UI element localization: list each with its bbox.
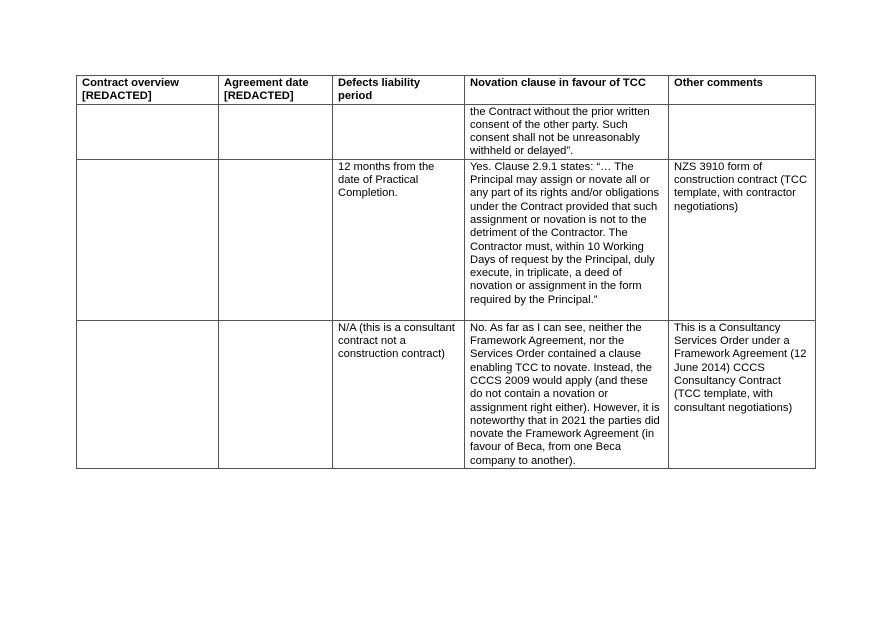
cell-text: NZS 3910 form of construction contract (TCC template, with contractor negotiations): [674, 160, 808, 213]
table-row: [77, 159, 816, 320]
header-novation-clause: [465, 76, 669, 105]
header-other-comments: [669, 76, 816, 105]
cell-agreement-date: [219, 159, 333, 320]
header-defects-liability-line1: Defects liability: [338, 77, 421, 89]
cell-contract-overview: [77, 159, 219, 320]
header-agreement-date-line2: [REDACTED]: [224, 90, 294, 103]
cell-text: N/A (this is a consultant contract not a construction contract): [338, 321, 455, 361]
cell-text: No. As far as I can see, neither the Framework Agreement, nor the Services Order contained a clause enabling TCC to novate. Instead, the CCCS 2009 would apply (and these do not contain a novation or assignment right either). However, it is noteworthy that in 2021 the parties did novate the Framework Agreement (in favour of Beca, from one Beca company to another).: [470, 321, 660, 467]
header-contract-overview-line1: Contract overview: [82, 77, 179, 89]
cell-defects-liability: [333, 104, 465, 159]
header-row: [77, 76, 816, 105]
table-row: [77, 104, 816, 159]
header-contract-overview: [77, 76, 219, 105]
cell-novation-clause: [465, 104, 669, 159]
cell-other-comments: [669, 104, 816, 159]
cell-novation-clause: [465, 159, 669, 320]
cell-defects-liability: [333, 159, 465, 320]
cell-agreement-date: [219, 104, 333, 159]
cell-text: the Contract without the prior written consent of the other party. Such consent shall not be unreasonably withheld or delayed”.: [470, 105, 650, 158]
header-defects-liability: [333, 76, 465, 105]
contracts-table: [76, 75, 816, 469]
cell-contract-overview: [77, 320, 219, 468]
cell-contract-overview: [77, 104, 219, 159]
cell-text: This is a Consultancy Services Order under a Framework Agreement (12 June 2014) CCCS Consultancy Contract (TCC template, with consultant negotiations): [674, 321, 807, 414]
header-other-comments-label: Other comments: [674, 77, 763, 89]
cell-novation-clause: [465, 320, 669, 468]
header-agreement-date: [219, 76, 333, 105]
header-defects-liability-line2: period: [338, 90, 373, 103]
cell-text: 12 months from the date of Practical Completion.: [338, 160, 435, 200]
table-row: [77, 320, 816, 468]
header-agreement-date-line1: Agreement date: [224, 77, 309, 89]
cell-other-comments: [669, 159, 816, 320]
header-novation-clause-label: Novation clause in favour of TCC: [470, 77, 646, 89]
cell-text: Yes. Clause 2.9.1 states: “… The Principal may assign or novate all or any part of its rights and/or obligations under the Contract provided that such assignment or novation is not to the detriment of the Contractor. The Contractor must, within 10 Working Days of request by the Principal, duly execute, in triplicate, a deed of novation or assignment in the form required by the Principal.”: [470, 160, 660, 306]
cell-other-comments: [669, 320, 816, 468]
cell-defects-liability: [333, 320, 465, 468]
cell-agreement-date: [219, 320, 333, 468]
header-contract-overview-line2: [REDACTED]: [82, 90, 152, 103]
